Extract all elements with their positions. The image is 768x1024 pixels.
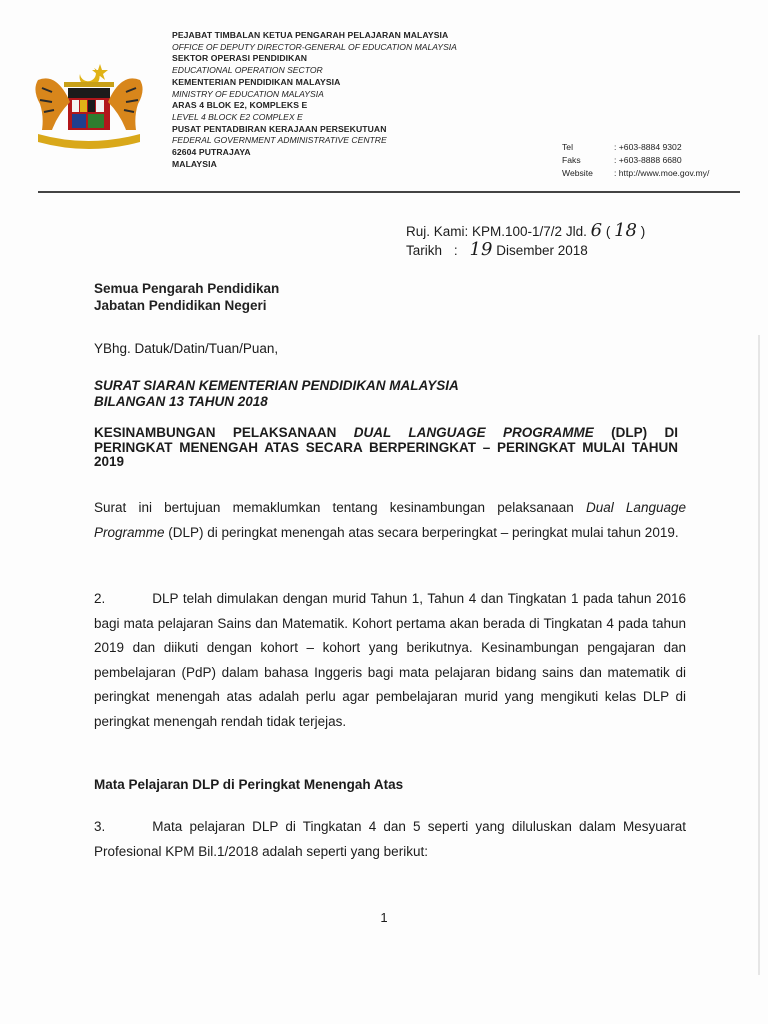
paragraph-text: Mata pelajaran DLP di Tingkatan 4 dan 5 seperti yang diluluskan dalam Mesyuarat Profesional KPM Bil.1/2018 adalah seperti yang berikut: — [94, 819, 686, 859]
letterhead-line: FEDERAL GOVERNMENT ADMINISTRATIVE CENTRE — [172, 135, 387, 146]
handwritten-volume: 6 — [590, 220, 603, 241]
date-month-year: Disember 2018 — [496, 243, 588, 258]
circular-line: SURAT SIARAN KEMENTERIAN PENDIDIKAN MALAYSIA — [94, 378, 459, 393]
letterhead-line: SEKTOR OPERASI PENDIDIKAN — [172, 53, 308, 64]
reference-label: Ruj. Kami: KPM.100-1/7/2 Jld. — [406, 224, 587, 239]
fax-row — [562, 154, 709, 167]
tel-label: Tel — [562, 142, 573, 152]
paragraph-text: Surat ini bertujuan memaklumkan tentang kesinambungan pelaksanaan — [94, 500, 586, 515]
paragraph-text: (DLP) di peringkat menengah atas secara berperingkat – peringkat mulai tahun 2019. — [164, 524, 679, 540]
coat-of-arms-logo — [30, 60, 148, 150]
title-italic: DUAL LANGUAGE PROGRAMME — [353, 425, 594, 440]
paragraph-1 — [94, 496, 686, 545]
letterhead-line: KEMENTERIAN PENDIDIKAN MALAYSIA — [172, 76, 341, 87]
fax-value: : +603-8888 6680 — [614, 155, 682, 165]
letterhead-line: 62604 PUTRAJAYA — [172, 147, 251, 158]
paragraph-italic: Dual Language Programme — [94, 500, 686, 540]
page-number: 1 — [380, 910, 388, 925]
circular-heading — [94, 378, 459, 410]
scan-edge-shadow — [758, 335, 760, 975]
website-link[interactable]: : http://www.moe.gov.my/ — [614, 168, 710, 178]
recipient-line: Semua Pengarah Pendidikan — [94, 281, 280, 296]
fax-label: Faks — [562, 155, 581, 165]
recipient-line: Jabatan Pendidikan Negeri — [94, 298, 267, 313]
reference-close-paren: ) — [640, 224, 646, 239]
letterhead-line: MALAYSIA — [172, 158, 217, 169]
reference-line — [406, 222, 645, 241]
website-row — [562, 167, 709, 180]
date-line — [406, 241, 645, 260]
paragraph-text: DLP telah dimulakan dengan murid Tahun 1, Tahun 4 dan Tingkatan 1 pada tahun 2016 bagi mata pelajaran Sains dan Matematik. Kohort pertama akan berada di Tingkatan 4 pada tahun 2019 dan diikuti dengan kohort – kohort yang berikutnya. Kesinambungan pengajaran dan pembelajaran (PdP) dalam bahasa Inggeris bagi mata pelajaran bidang sains dan matematik di peringkat menengah atas adalah perlu agar pembelajaran murid yang mengikuti kelas DLP di peringkat menengah rendah tidak terjejas. — [94, 591, 686, 729]
circular-number: BILANGAN 13 TAHUN 2018 — [94, 394, 268, 409]
letterhead-line: PEJABAT TIMBALAN KETUA PENGARAH PELAJARAN MALAYSIA — [172, 30, 449, 40]
letterhead-line: EDUCATIONAL OPERATION SECTOR — [172, 65, 323, 76]
paragraph-number: 3. — [94, 819, 106, 834]
letterhead-line: MINISTRY OF EDUCATION MALAYSIA — [172, 88, 324, 99]
title-part: KESINAMBUNGAN PELAKSANAAN — [94, 425, 354, 440]
paragraph-3 — [94, 815, 686, 864]
letterhead-line: OFFICE OF DEPUTY DIRECTOR-GENERAL OF EDUCATION MALAYSIA — [172, 41, 457, 52]
letterhead-line: PUSAT PENTADBIRAN KERAJAAN PERSEKUTUAN — [172, 123, 387, 134]
header-divider — [38, 191, 740, 193]
handwritten-day: 19 — [469, 239, 493, 260]
section-subheading: Mata Pelajaran DLP di Peringkat Menengah Atas — [94, 777, 404, 792]
contact-block — [562, 141, 709, 180]
handwritten-number: 18 — [614, 220, 637, 241]
reference-block — [406, 222, 645, 260]
salutation: YBhg. Datuk/Datin/Tuan/Puan, — [94, 341, 279, 356]
tel-value: : +603-8884 9302 — [614, 142, 682, 152]
date-colon: : — [453, 243, 458, 258]
date-label: Tarikh — [406, 243, 443, 258]
website-label: Website — [562, 168, 593, 178]
letterhead-line: ARAS 4 BLOK E2, KOMPLEKS E — [172, 100, 308, 111]
reference-open-paren: ( — [605, 224, 611, 239]
letter-title — [94, 426, 678, 470]
paragraph-number: 2. — [94, 591, 106, 606]
recipient-block — [94, 280, 279, 314]
paragraph-2 — [94, 587, 686, 734]
tel-row — [562, 141, 709, 154]
title-part: (DLP) DI PERINGKAT MENENGAH ATAS SECARA BERPERINGKAT – PERINGKAT MULAI TAHUN 2019 — [94, 425, 678, 469]
letterhead-line: LEVEL 4 BLOCK E2 COMPLEX E — [172, 111, 303, 122]
letterhead-address — [172, 30, 457, 170]
